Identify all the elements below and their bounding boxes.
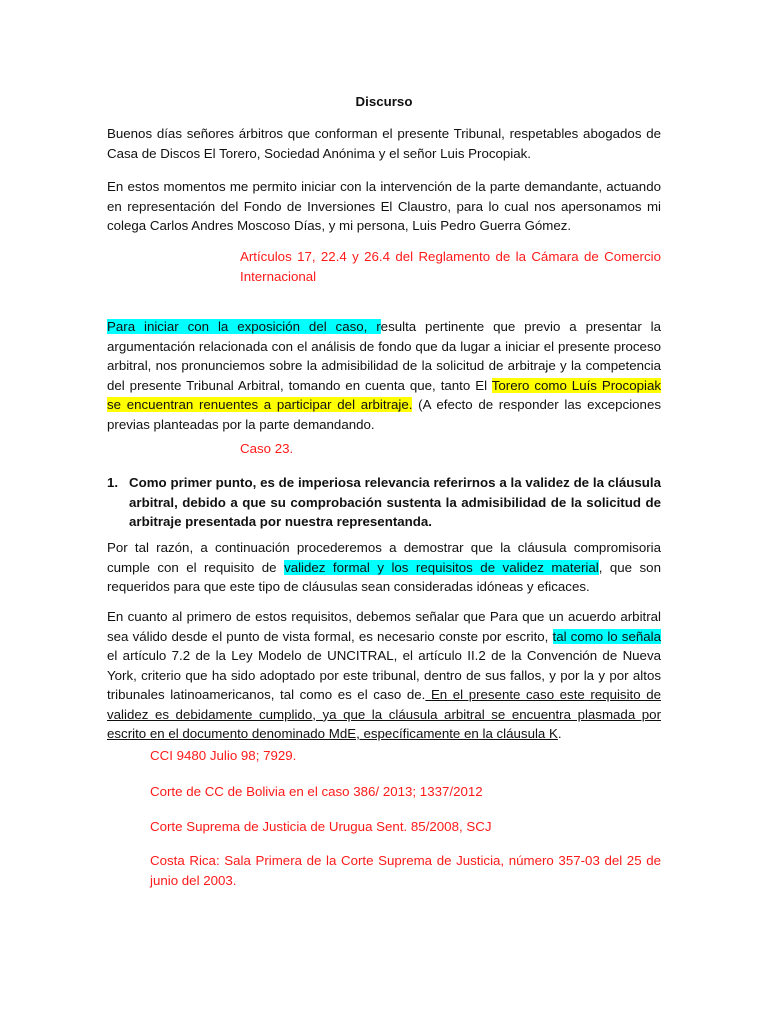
text-span: En cuanto al primero de estos requisitos, debemos señalar que Para que un acuerdo arbitral sea válido desde el punto de vista formal, es necesario conste por escrito, bbox=[107, 609, 661, 644]
list-item-text: Como primer punto, es de imperiosa relevancia referirnos a la validez de la cláusula arbitral, debido a que su comprobación sustenta la admisibilidad de la solicitud de arbitraje presentada por nuestra representanda. bbox=[129, 475, 661, 529]
highlight-cyan: tal como lo señala bbox=[552, 628, 661, 644]
reference-item: CCI 9480 Julio 98; 7929. bbox=[150, 748, 297, 763]
text-span: . bbox=[557, 726, 562, 741]
case-note: Caso 23. bbox=[240, 441, 294, 456]
text-span: (A efecto de responder las excepciones previas planteadas por la parte demandando. bbox=[107, 397, 661, 432]
text-span: esulta pertinente que previo a presentar la argumentación relacionada con el análisis de fondo que da lugar a iniciar el presente proceso arbitral, nos pronunciemos sobre la admisibilidad de la solicitud de arbitraje y la competencia del presente Tribunal Arbitral, tomando en cuenta que, tanto El bbox=[107, 319, 661, 393]
reference-item: Corte Suprema de Justicia de Urugua Sent. 85/2008, SCJ bbox=[150, 819, 492, 834]
introduction-paragraph: En estos momentos me permito iniciar con la intervención de la parte demandante, actuando en representación del Fondo de Inversiones El Claustro, para lo cual nos apersonamos mi colega Carlos Andres Moscoso Días, y mi persona, Luis Pedro Guerra Gómez. bbox=[107, 179, 661, 233]
formal-requirement-paragraph bbox=[107, 607, 661, 744]
document-title: Discurso bbox=[355, 94, 413, 109]
text-span: , que son requeridos para que este tipo de cláusulas sean consideradas idóneas y eficaces. bbox=[107, 559, 661, 594]
highlight-cyan: validez formal y los requisitos de validez material bbox=[284, 559, 599, 575]
greeting-paragraph: Buenos días señores árbitros que conforman el presente Tribunal, respetables abogados de Casa de Discos El Torero, Sociedad Anónima y el señor Luis Procopiak. bbox=[107, 126, 661, 161]
list-item-number: 1. bbox=[107, 475, 119, 490]
underlined-text: En el presente caso este requisito de validez es debidamente cumplido, ya que la cláusula arbitral se encuentra plasmada por escrito en el documento denominado MdE, específicamente en la cláusula K bbox=[107, 687, 661, 741]
validity-paragraph bbox=[107, 538, 661, 597]
text-span: Por tal razón, a continuación procederemos a demostrar que la cláusula compromisoria cumple con el requisito de bbox=[107, 540, 661, 575]
text-span: el artículo 7.2 de la Ley Modelo de UNCITRAL, el artículo II.2 de la Convención de Nueva York, criterio que ha sido adoptado por este tribunal, dentro de sus fallos, y por la y por altos tribunales latinoamericanos, tal como es el caso de. bbox=[107, 648, 661, 702]
highlight-yellow: Torero como Luís Procopiak se encuentran renuentes a participar del arbitraje. bbox=[107, 377, 661, 412]
reference-item: Costa Rica: Sala Primera de la Corte Suprema de Justicia, número 357-03 del 25 de junio del 2003. bbox=[150, 853, 661, 888]
highlight-cyan: Para iniciar con la exposición del caso, r bbox=[107, 319, 381, 334]
case-exposition-paragraph bbox=[107, 317, 661, 434]
articles-note: Artículos 17, 22.4 y 26.4 del Reglamento de la Cámara de Comercio Internacional bbox=[240, 249, 661, 284]
reference-item: Corte de CC de Bolivia en el caso 386/ 2013; 1337/2012 bbox=[150, 784, 483, 799]
